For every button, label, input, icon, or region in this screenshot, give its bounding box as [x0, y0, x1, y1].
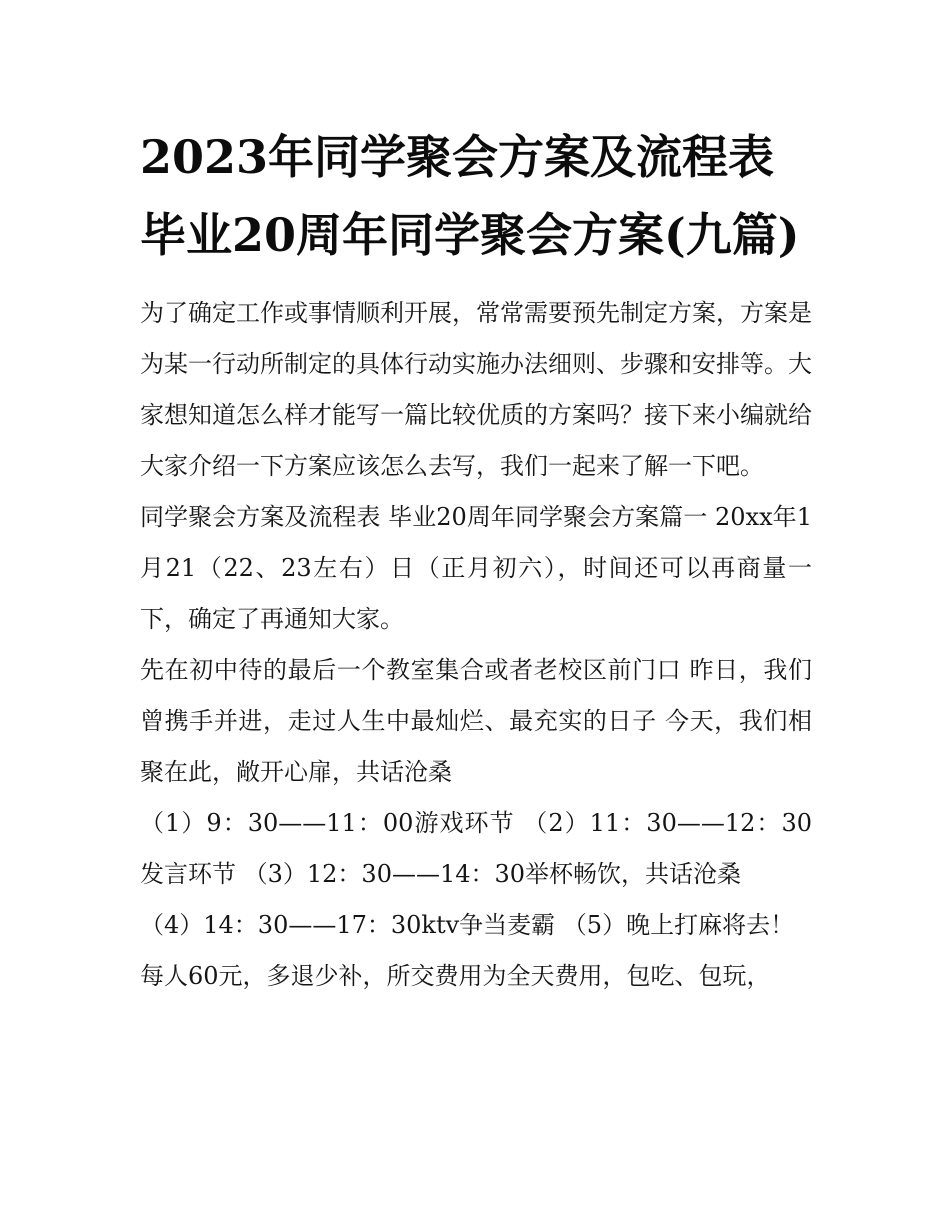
paragraph-intro: 为了确定工作或事情顺利开展，常常需要预先制定方案，方案是为某一行动所制定的具体行动实施办法细则、步骤和安排等。大家想知道怎么样才能写一篇比较优质的方案吗？接下来小编就给大家介绍一下方案应该怎么去写，我们一起来了解一下吧。	[140, 299, 812, 480]
paragraph-fee: 每人60元，多退少补，所交费用为全天费用，包吃、包玩，	[140, 962, 771, 990]
paragraph-schedule-1: （1）9：30——11：00游戏环节 （2）11：30——12：30发言环节 （3）12：30——14：30举杯畅饮，共话沧桑	[140, 809, 812, 888]
document-title: 2023年同学聚会方案及流程表 毕业20周年同学聚会方案(九篇)	[140, 130, 800, 262]
paragraph-schedule-2: （4）14：30——17：30ktv争当麦霸 （5）晚上打麻将去！	[140, 911, 795, 939]
paragraph-time: 同学聚会方案及流程表 毕业20周年同学聚会方案篇一 20xx年1月21（22、23左右）日（正月初六），时间还可以再商量一下，确定了再通知大家。	[140, 503, 812, 633]
document-body	[140, 288, 812, 1002]
paragraph-location: 先在初中待的最后一个教室集合或者老校区前门口 昨日，我们曾携手并进，走过人生中最灿烂、最充实的日子 今天，我们相聚在此，敞开心扉，共话沧桑	[140, 656, 812, 786]
